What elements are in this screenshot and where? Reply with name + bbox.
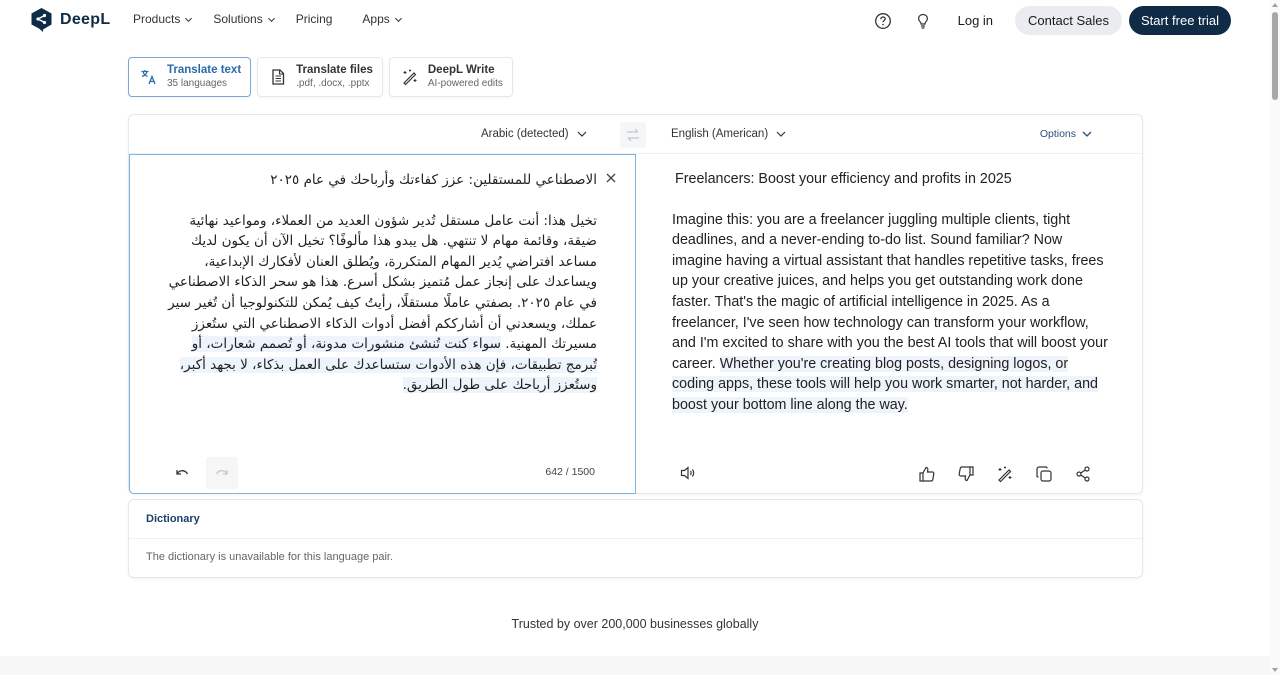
nav-apps-label: Apps	[362, 12, 390, 26]
magic-wand-icon	[400, 67, 420, 87]
translation-body-text: Imagine this: you are a freelancer juggling multiple clients, tight deadlines, and a never-ending to-do list. Sound familiar? Now imagine having a virtual assistant that handles repetitive tasks, frees up your creative juices, and helps you get outstanding work done faster. That's the magic of artificial intelligence in 2025. As a freelancer, I've seen how technology can transform your workflow, and I'm excited to share with you the best AI tools that will boost your career.	[672, 211, 1108, 372]
nav-apps[interactable]	[362, 12, 402, 26]
tab-subtitle: AI-powered edits	[427, 77, 503, 89]
help-button[interactable]	[872, 10, 894, 32]
scroll-up-arrow-icon[interactable]	[1272, 3, 1278, 7]
translation-title: Freelancers: Boost your efficiency and profits in 2025	[675, 171, 1012, 187]
close-icon	[605, 172, 617, 184]
thumbs-down-icon	[957, 465, 975, 483]
swap-languages-button[interactable]	[620, 122, 646, 148]
source-text-input[interactable]	[129, 154, 636, 494]
translation-text[interactable]	[672, 169, 1112, 416]
source-body	[167, 211, 597, 396]
tab-subtitle: 35 languages	[167, 77, 228, 89]
options-dropdown[interactable]	[1040, 128, 1092, 140]
source-footer	[130, 453, 635, 493]
dictionary-panel	[128, 499, 1143, 578]
login-link[interactable]: Log in	[957, 13, 994, 28]
scroll-thumb[interactable]	[1272, 12, 1278, 100]
translation-body	[672, 210, 1112, 416]
tab-translate-text[interactable]	[128, 57, 251, 97]
tab-title: Translate files	[296, 64, 373, 77]
nav-pricing[interactable]	[296, 12, 333, 26]
source-language-select[interactable]	[481, 128, 587, 140]
redo-button[interactable]	[206, 457, 238, 489]
share-button[interactable]	[1073, 464, 1093, 484]
trusted-by-text: Trusted by over 200,000 businesses globally	[511, 617, 759, 631]
nav-products[interactable]	[133, 12, 193, 26]
character-count: 642 / 1500	[545, 466, 595, 478]
nav-products-label: Products	[133, 12, 181, 26]
source-highlighted-text: سواء كنت تُنشئ منشورات مدونة، أو تُصمم شعارات، أو تُبرمج تطبيقات، فإن هذه الأدوات ستساعدك على العمل بذكاء، لا بجهد أكبر، وستُعزز أرباحك على طول الطريق.	[179, 336, 597, 394]
source-title: الاصطناعي للمستقلين: عزز كفاءتك وأرباحك في عام ٢٠٢٥	[270, 172, 597, 188]
share-icon	[1074, 465, 1092, 483]
tab-subtitle: .pdf, .docx, .pptx	[296, 77, 370, 89]
language-bar	[129, 115, 1142, 154]
nav-solutions-label: Solutions	[213, 12, 263, 26]
brand-name: DeepL	[60, 10, 111, 28]
thumbs-up-button[interactable]	[917, 464, 937, 484]
start-free-trial-button[interactable]: Start free trial	[1129, 6, 1231, 35]
source-language-label: Arabic (detected)	[481, 128, 569, 140]
options-label: Options	[1039, 128, 1076, 140]
dictionary-title: Dictionary	[129, 500, 1142, 539]
chevron-down-icon	[776, 129, 786, 139]
translator-panel	[128, 114, 1143, 494]
translate-icon	[139, 67, 159, 87]
tips-button[interactable]	[912, 10, 934, 32]
thumbs-up-icon	[918, 465, 936, 483]
copy-icon	[1035, 465, 1053, 483]
translation-footer	[636, 454, 1143, 494]
deepl-logo[interactable]	[30, 7, 110, 32]
file-icon	[268, 67, 288, 87]
tab-title: Translate text	[167, 64, 242, 77]
thumbs-down-button[interactable]	[956, 464, 976, 484]
tab-title: DeepL Write	[427, 64, 495, 77]
chevron-down-icon	[394, 15, 403, 24]
footer-section	[0, 656, 1270, 675]
tab-translate-files[interactable]	[257, 57, 383, 97]
top-navigation	[0, 0, 1270, 40]
lightbulb-icon	[914, 12, 932, 30]
copy-button[interactable]	[1034, 464, 1054, 484]
swap-icon	[625, 127, 641, 143]
translation-output	[636, 154, 1143, 494]
undo-button[interactable]	[170, 461, 194, 485]
nav-solutions[interactable]	[213, 12, 275, 26]
source-text[interactable]	[167, 170, 597, 396]
source-body-text: تخيل هذا: أنت عامل مستقل تُدير شؤون العديد من العملاء، ومواعيد نهائية ضيقة، وقائمة مهام لا تنتهي. هل يبدو هذا مألوفًا؟ تخيل الآن أن يكون لديك مساعد افتراضي يُدير المهام المتكررة، ويُطلق العنان لأفكارك الإبداعية، ويساعدك على إنجاز عمل مُتميز بشكل أسرع. هذا هو سحر الذكاء الاصطناعي في عام ٢٠٢٥. بصفتي عاملًا مستقلًا، رأيتُ كيف يُمكن للتكنولوجيا أن تُغير سير عملك، ويسعدني أن أشارككم أفضل أدوات الذكاء الاصطناعي التي ستُعزز مسيرتك المهنية.	[168, 212, 597, 353]
undo-icon	[174, 465, 190, 481]
chevron-down-icon	[184, 15, 193, 24]
help-icon	[874, 12, 892, 30]
chevron-down-icon	[267, 15, 276, 24]
contact-sales-button[interactable]: Contact Sales	[1015, 6, 1122, 35]
listen-button[interactable]	[679, 464, 699, 484]
header-actions	[872, 6, 1231, 35]
speaker-icon	[679, 464, 697, 482]
scroll-down-arrow-icon[interactable]	[1272, 668, 1278, 672]
magic-wand-icon	[996, 465, 1014, 483]
dictionary-message: The dictionary is unavailable for this language pair.	[146, 551, 394, 563]
chevron-down-icon	[577, 129, 587, 139]
mode-tabs	[128, 57, 513, 97]
main-nav	[133, 12, 423, 26]
target-language-select[interactable]	[671, 128, 786, 140]
translation-actions	[917, 464, 1093, 484]
chevron-down-icon	[1082, 129, 1092, 139]
clear-text-button[interactable]	[605, 171, 619, 185]
deepl-logo-icon	[30, 7, 53, 32]
translation-highlighted-text: Whether you're creating blog posts, designing logos, or coding apps, these tools will help you work smarter, not harder, and boost your bottom line along the way.	[672, 355, 1098, 413]
target-language-label: English (American)	[671, 128, 769, 140]
redo-icon	[214, 465, 230, 481]
improve-writing-button[interactable]	[995, 464, 1015, 484]
page-scrollbar[interactable]	[1270, 0, 1280, 675]
nav-pricing-label: Pricing	[295, 12, 333, 26]
tab-deepl-write[interactable]	[389, 57, 513, 97]
